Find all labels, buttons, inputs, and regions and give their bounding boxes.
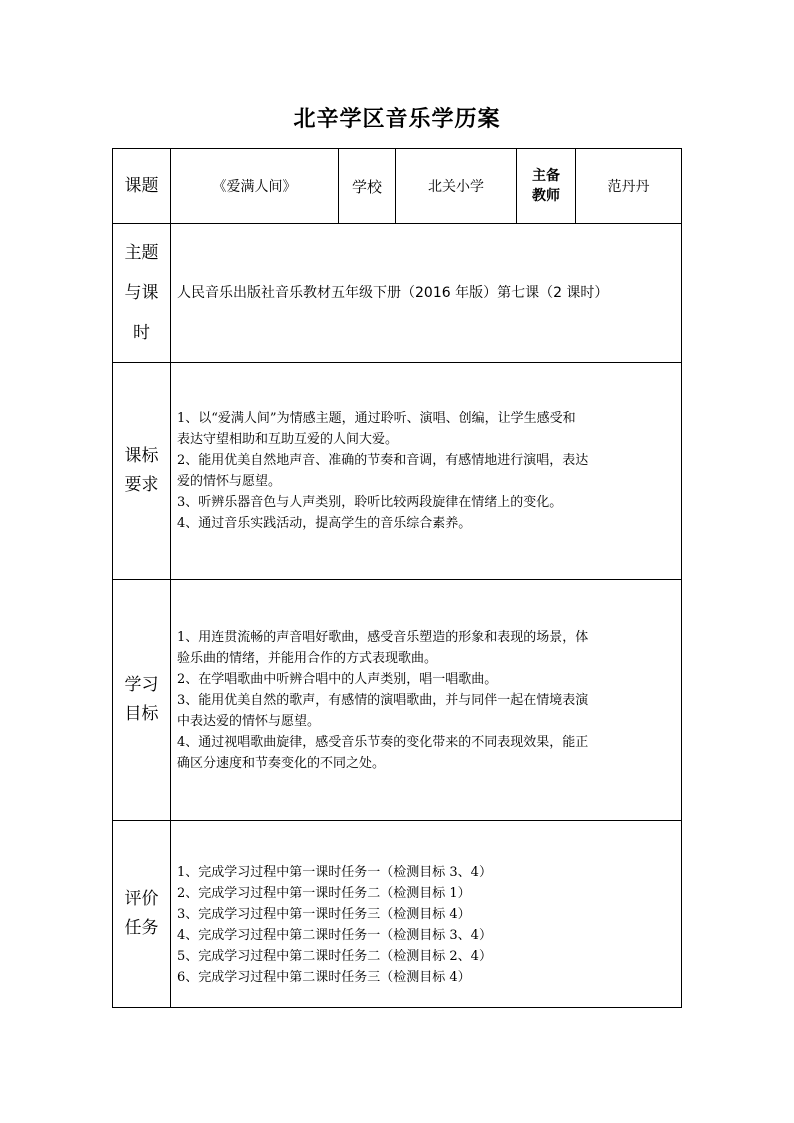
eval-label: 评价 任务 <box>113 821 171 1008</box>
goals-line: 4、通过视唱歌曲旋律，感受音乐节奏的变化带来的不同表现效果，能正 <box>177 734 589 750</box>
teacher-value: 范丹丹 <box>576 149 682 224</box>
topic-value: 《爱满人间》 <box>171 149 339 224</box>
standards-line: 1、以“爱满人间”为情感主题，通过聆听、演唱、创编，让学生感受和 <box>177 411 576 426</box>
subject-value: 人民音乐出版社音乐教材五年级下册（2016 年版）第七课（2 课时） <box>171 224 682 363</box>
goals-line: 3、能用优美自然的歌声，有感情的演唱歌曲，并与同伴一起在情境表演 <box>177 692 589 708</box>
subject-row <box>113 224 682 363</box>
lesson-plan-table <box>112 148 682 1008</box>
topic-label: 课题 <box>113 149 171 224</box>
eval-line: 3、完成学习过程中第一课时任务三（检测目标 4） <box>177 907 471 922</box>
header-row <box>113 149 682 224</box>
goals-line: 中表达爱的情怀与愿望。 <box>177 713 321 729</box>
eval-line: 6、完成学习过程中第二课时任务三（检测目标 4） <box>177 970 471 985</box>
subject-label: 主题 与课 时 <box>113 224 171 363</box>
eval-line: 1、完成学习过程中第一课时任务一（检测目标 3、4） <box>177 865 492 880</box>
standards-line: 爱的情怀与愿望。 <box>177 474 282 489</box>
goals-line: 2、在学唱歌曲中听辨合唱中的人声类别，唱一唱歌曲。 <box>177 671 498 687</box>
eval-line: 5、完成学习过程中第二课时任务二（检测目标 2、4） <box>177 949 492 964</box>
standards-line: 表达守望相助和互助互爱的人间大爱。 <box>177 432 399 447</box>
eval-line: 4、完成学习过程中第二课时任务一（检测目标 3、4） <box>177 928 492 943</box>
goals-line: 1、用连贯流畅的声音唱好歌曲，感受音乐塑造的形象和表现的场景，体 <box>177 629 589 645</box>
standards-line: 4、通过音乐实践活动，提高学生的音乐综合素养。 <box>177 516 472 531</box>
standards-row <box>113 363 682 580</box>
goals-row <box>113 580 682 821</box>
standards-content <box>171 363 682 580</box>
standards-label: 课标 要求 <box>113 363 171 580</box>
goals-content <box>171 580 682 821</box>
document-title: 北辛学区音乐学历案 <box>293 107 501 132</box>
eval-row <box>113 821 682 1008</box>
teacher-label: 主备 教师 <box>517 149 576 224</box>
standards-line: 2、能用优美自然地声音、准确的节奏和音调，有感情地进行演唱，表达 <box>177 453 589 468</box>
goals-line: 确区分速度和节奏变化的不同之处。 <box>177 755 386 771</box>
school-label: 学校 <box>339 149 396 224</box>
goals-label: 学习 目标 <box>113 580 171 821</box>
eval-line: 2、完成学习过程中第一课时任务二（检测目标 1） <box>177 886 471 901</box>
school-value: 北关小学 <box>396 149 517 224</box>
goals-line: 验乐曲的情绪，并能用合作的方式表现歌曲。 <box>177 650 438 666</box>
standards-line: 3、听辨乐器音色与人声类别，聆听比较两段旋律在情绪上的变化。 <box>177 495 563 510</box>
eval-content <box>171 821 682 1008</box>
